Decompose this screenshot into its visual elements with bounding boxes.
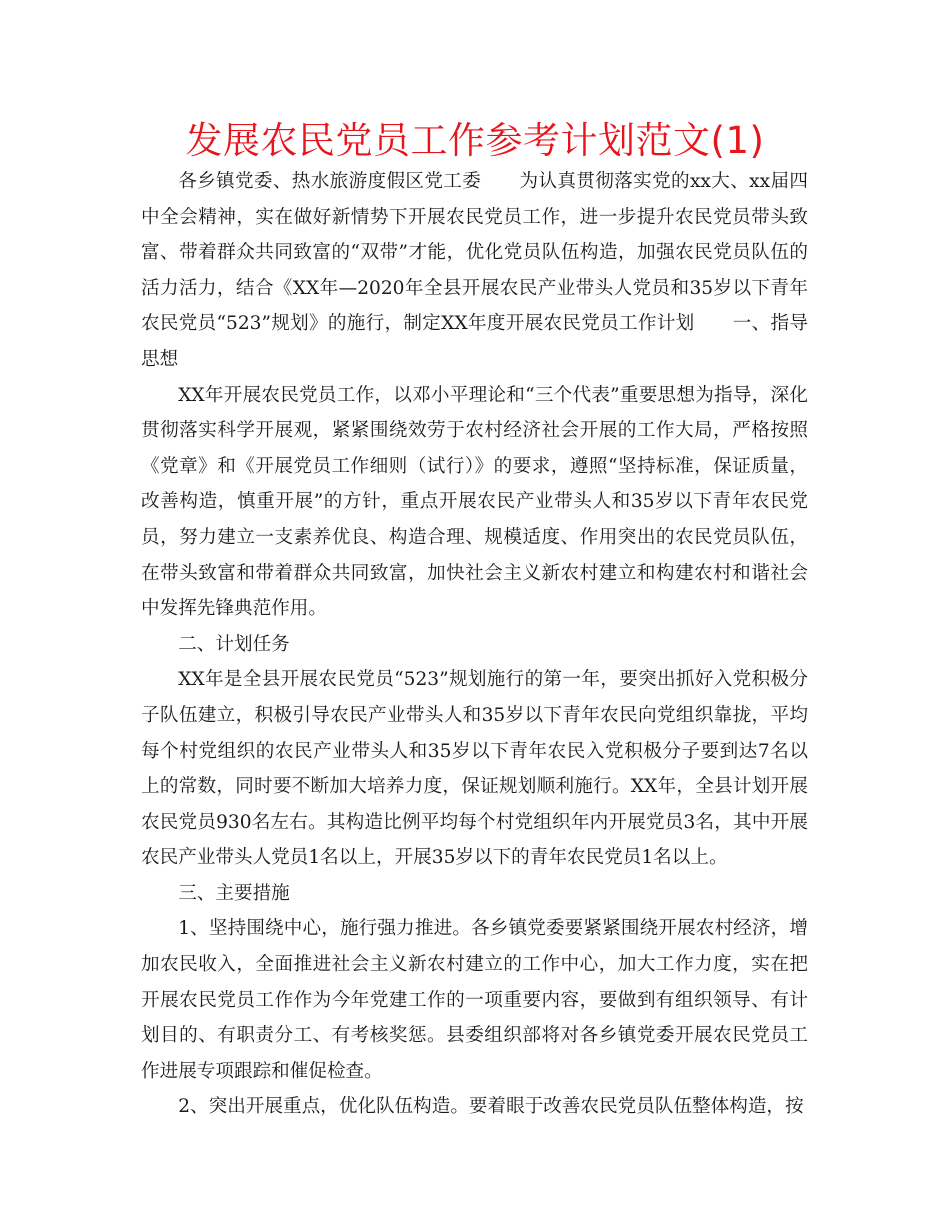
paragraph: 1、坚持围绕中心，施行强力推进。各乡镇党委要紧紧围绕开展农村经济，增加农民收入，全面推进社会主义新农村建立的工作中心，加大工作力度，实在把开展农民党员工作作为今年党建工作的一项重要内容，要做到有组织领导、有计划目的、有职责分工、有考核奖惩。县委组织部将对各乡镇党委开展农民党员工作进展专项跟踪和催促检查。 — [141, 918, 808, 1082]
intro-lead: 各乡镇党委、热水旅游度假区党工委 — [178, 171, 482, 192]
intro-text: 为认真贯彻落实党的xx大、xx届四中全会精神，实在做好新情势下开展农民党员工作，进一步提升农民党员带头致富、带着群众共同致富的“双带”才能，优化党员队伍构造，加强农民党员队伍的活力活力，结合《XX年—2020年全县开展农民产业带头人党员和35岁以下青年农民党员“523”规划》的施行，制定XX年度开展农民党员工作计划 — [141, 171, 808, 335]
section-heading-2: 二、计划任务 — [178, 633, 290, 655]
document-title: 发展农民党员工作参考计划范文(1) — [185, 119, 765, 162]
section-heading-1: 一、指导思想 — [141, 313, 808, 370]
document-body — [141, 164, 808, 1125]
paragraph: XX年是全县开展农民党员“523”规划施行的第一年，要突出抓好入党积极分子队伍建立，积极引导农民产业带头人和35岁以下青年农民向党组织靠拢，平均每个村党组织的农民产业带头人和35岁以下青年农民入党积极分子要到达7名以上的常数，同时要不断加大培养力度，保证规划顺利施行。XX年，全县计划开展农民党员930名左右。其构造比例平均每个村党组织年内开展党员3名，其中开展农民产业带头人党员1名以上，开展35岁以下的青年农民党员1名以上。 — [141, 669, 808, 869]
section-heading-3: 三、主要措施 — [178, 882, 290, 904]
paragraph-intro — [141, 164, 808, 378]
paragraph: 2、突出开展重点，优化队伍构造。要着眼于改善农民党员队伍整体构造，按 — [178, 1096, 804, 1118]
paragraph: XX年开展农民党员工作，以邓小平理论和“三个代表”重要思想为指导，深化贯彻落实科学开展观，紧紧围绕效劳于农村经济社会开展的工作大局，严格按照《党章》和《开展党员工作细则（试行）》的要求，遵照“坚持标准，保证质量，改善构造，慎重开展”的方针，重点开展农民产业带头人和35岁以下青年农民党员，努力建立一支素养优良、构造合理、规模适度、作用突出的农民党员队伍，在带头致富和带着群众共同致富，加快社会主义新农村建立和构建农村和谐社会中发挥先锋典范作用。 — [141, 384, 808, 620]
